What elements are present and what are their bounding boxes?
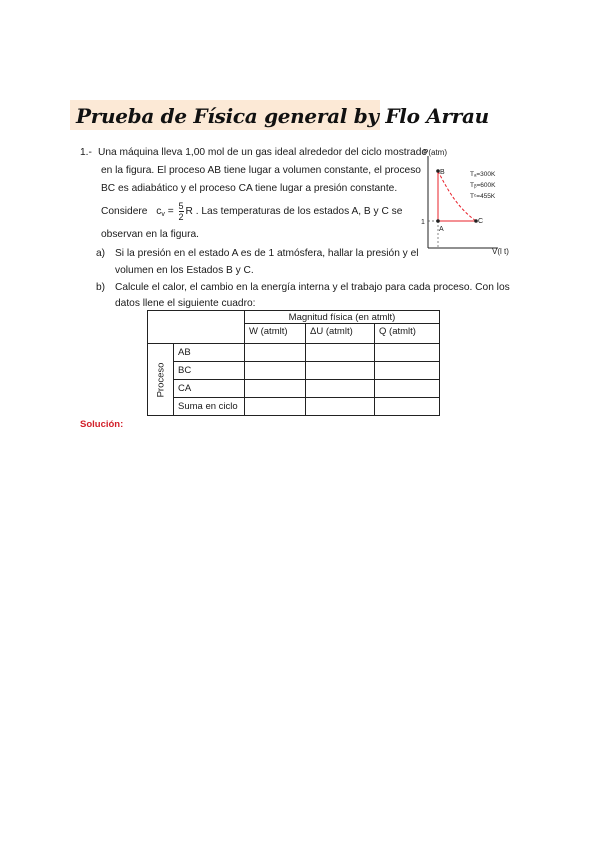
point-c-label: C — [478, 218, 484, 225]
cell-sum-w — [245, 398, 306, 416]
part-b-label: b) — [96, 282, 106, 293]
row-label-ca: CA — [174, 380, 245, 398]
problem-number: 1.- — [80, 147, 92, 158]
header-q: Q (atmlt) — [375, 324, 440, 344]
cell-ca-w — [245, 380, 306, 398]
cell-bc-du — [306, 362, 375, 380]
part-b-line-1: Calcule el calor, el cambio en la energía interna y el trabajo para cada proceso. Con los — [115, 282, 510, 293]
cv-subscript: v — [161, 211, 165, 219]
page-title: Prueba de Física general by Flo Arrau — [76, 104, 489, 128]
row-label-sum: Suma en ciclo — [174, 398, 245, 416]
point-a-label: A — [439, 226, 444, 233]
cell-sum-du — [306, 398, 375, 416]
y-axis-label: P(atm) — [423, 148, 447, 157]
results-table — [147, 310, 440, 416]
table-row — [148, 380, 440, 398]
problem-line-4 — [101, 201, 402, 225]
five-halves-fraction — [179, 201, 184, 222]
cv-letter: c — [156, 206, 162, 218]
problem-line-3: BC es adiabático y el proceso CA tiene lugar a presión constante. — [101, 183, 398, 194]
part-a-label: a) — [96, 248, 106, 259]
temp-a: Tₐ=300K — [470, 171, 496, 178]
header-du: ΔU (atmlt) — [306, 324, 375, 344]
table-row — [148, 362, 440, 380]
header-w: W (atmlt) — [245, 324, 306, 344]
cell-ab-w — [245, 344, 306, 362]
row-label-ab: AB — [174, 344, 245, 362]
table-header-row — [148, 311, 440, 324]
tick-1-label: 1 — [421, 219, 425, 226]
cell-ab-du — [306, 344, 375, 362]
consider-suffix: R . Las temperaturas de los estados A, B y C se — [185, 206, 403, 218]
cell-bc-q — [375, 362, 440, 380]
equals-sign: = — [167, 206, 174, 218]
row-label-bc: BC — [174, 362, 245, 380]
consider-prefix: Considere — [101, 206, 148, 218]
point-b-label: B — [440, 169, 445, 176]
fraction-numerator: 5 — [178, 201, 184, 211]
side-label-cell — [148, 344, 174, 416]
problem-line-5: observan en la figura. — [101, 229, 199, 240]
problem-line-1: Una máquina lleva 1,00 mol de un gas ideal alrededor del ciclo mostrado — [98, 147, 428, 158]
fraction-denominator: 2 — [178, 212, 184, 222]
temp-c: Tᶜ=455K — [470, 193, 496, 200]
temp-b: Tᵦ=600K — [470, 182, 496, 189]
part-a-line-2: volumen en los Estados B y C. — [115, 265, 254, 276]
cell-bc-w — [245, 362, 306, 380]
part-a-line-1: Si la presión en el estado A es de 1 atmósfera, hallar la presión y el — [115, 248, 419, 259]
cell-ca-q — [375, 380, 440, 398]
pv-diagram — [418, 146, 518, 258]
part-b-line-2: datos llene el siguiente cuadro: — [115, 298, 256, 309]
point-a — [436, 219, 440, 223]
cv-symbol — [156, 206, 165, 217]
table-corner-cell — [148, 311, 245, 344]
header-group: Magnitud física (en atmlt) — [245, 311, 440, 324]
table-row — [148, 398, 440, 416]
solution-label: Solución: — [80, 419, 124, 430]
problem-line-2: en la figura. El proceso AB tiene lugar a volumen constante, el proceso — [101, 165, 421, 176]
cell-ab-q — [375, 344, 440, 362]
side-label: Proceso — [155, 362, 166, 397]
cell-ca-du — [306, 380, 375, 398]
x-axis-label: V(l t) — [492, 247, 509, 256]
cell-sum-q — [375, 398, 440, 416]
table-row — [148, 344, 440, 362]
